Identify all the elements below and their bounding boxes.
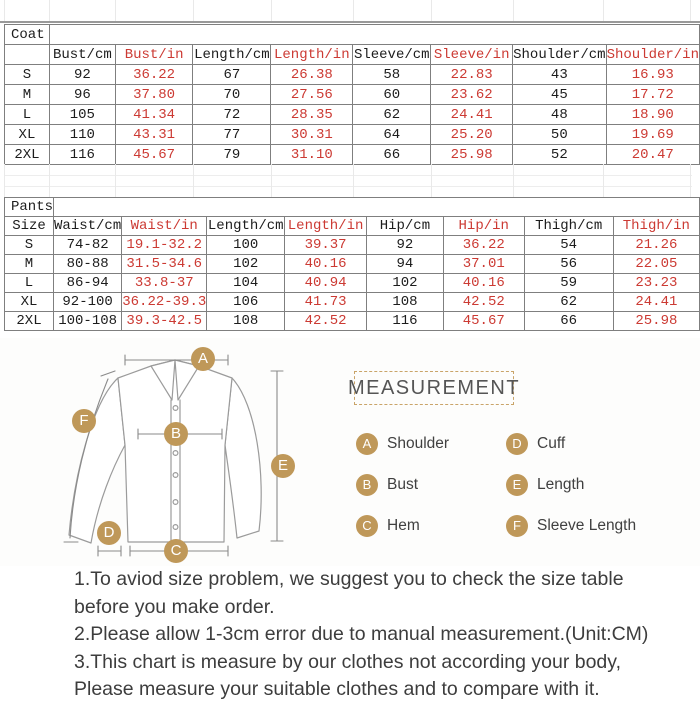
gridline (603, 164, 604, 197)
column-header: Sleeve/in (431, 45, 513, 65)
marker-f-sleeve: F (72, 409, 96, 433)
table-cell: 58 (353, 65, 431, 85)
gridline (4, 175, 692, 176)
column-header: Size (5, 217, 54, 236)
table-cell: 25.98 (613, 312, 699, 331)
table-cell: 24.41 (431, 105, 513, 125)
table-cell: L (5, 105, 50, 125)
column-header: Waist/in (122, 217, 207, 236)
table-cell: 23.62 (431, 85, 513, 105)
table-cell: 67 (193, 65, 271, 85)
table-cell: 59 (524, 274, 613, 293)
gridline (115, 0, 116, 21)
gridline (690, 0, 691, 21)
legend-item (506, 515, 636, 537)
column-header: Shoulder/in (606, 46, 699, 63)
table-cell: 80-88 (54, 255, 122, 274)
table-cell: 92 (49, 65, 115, 85)
table-cell: 50 (513, 125, 606, 145)
table-cell: 19.69 (606, 125, 699, 145)
table-cell: 2XL (5, 145, 50, 165)
column-header: Bust/in (115, 45, 193, 65)
table-cell: 39.37 (285, 236, 367, 255)
column-header: Bust/cm (49, 45, 115, 65)
table-cell: L (5, 274, 54, 293)
legend-label: Shoulder (387, 435, 450, 452)
table-row (5, 125, 700, 145)
column-header: Sleeve/cm (353, 46, 430, 63)
gridline (513, 0, 514, 21)
table-cell: 20.47 (606, 145, 699, 165)
table-cell: 45.67 (443, 312, 524, 331)
table-cell: 54 (524, 236, 613, 255)
table-cell: 74-82 (54, 236, 122, 255)
table-cell: S (5, 65, 50, 85)
table-cell: 77 (193, 125, 271, 145)
table-cell: 56 (524, 255, 613, 274)
table-row (5, 293, 700, 312)
table-cell: 27.56 (271, 85, 353, 105)
table-cell: 19.1-32.2 (122, 236, 207, 255)
gridline (271, 0, 272, 21)
gridline (193, 0, 194, 21)
table-row (5, 145, 700, 165)
table-cell: 108 (207, 312, 285, 331)
table-cell: 105 (49, 105, 115, 125)
marker-c-hem: C (164, 539, 188, 563)
table-cell: 31.5-34.6 (122, 255, 207, 274)
column-header: Hip/cm (366, 217, 443, 236)
gridline (271, 164, 272, 197)
table-cell: 37.01 (443, 255, 524, 274)
table-cell: 18.90 (606, 105, 699, 125)
gridline (353, 164, 354, 197)
legend-item (356, 433, 449, 455)
table-cell: 43.31 (115, 125, 193, 145)
table-cell: 33.8-37 (122, 274, 207, 293)
gridline (4, 186, 692, 187)
gridline (4, 0, 5, 21)
table-cell: 16.93 (606, 65, 699, 85)
table-cell: 45 (513, 85, 606, 105)
column-header: Hip/in (443, 217, 524, 236)
table-cell: 66 (353, 145, 431, 165)
table-cell: 36.22 (443, 236, 524, 255)
gridline (353, 0, 354, 21)
table-cell: 52 (513, 145, 606, 165)
table-row (5, 274, 700, 293)
legend-label: Length (537, 476, 585, 493)
legend-label: Sleeve Length (537, 517, 637, 534)
table-cell: 45.67 (115, 145, 193, 165)
table-cell: 25.98 (431, 145, 513, 165)
table-row (5, 85, 700, 105)
table-cell: 104 (207, 274, 285, 293)
table-cell: 17.72 (606, 85, 699, 105)
letter-badge: A (356, 433, 378, 455)
table-title: Coat (5, 25, 50, 45)
table-cell: 36.22 (115, 65, 193, 85)
table-cell: 24.41 (613, 293, 699, 312)
note-line: 2.Please allow 1-3cm error due to manual measurement.(Unit:CM) (74, 623, 649, 645)
table-cell: 116 (49, 145, 115, 165)
table-cell: 94 (366, 255, 443, 274)
gridline (513, 164, 514, 197)
marker-b-bust: B (164, 422, 188, 446)
marker-e-length: E (271, 454, 295, 478)
measurement-title: MEASUREMENT (347, 376, 521, 399)
table-cell: 26.38 (271, 65, 353, 85)
column-header (5, 45, 50, 65)
table-cell: 96 (49, 85, 115, 105)
table-cell: XL (5, 293, 54, 312)
column-header: Length/in (271, 45, 353, 65)
measurement-title-box (347, 371, 521, 405)
note-line: 3.This chart is measure by our clothes not according your body, (74, 650, 621, 673)
table-cell: 41.73 (285, 293, 367, 312)
table-cell: 116 (366, 312, 443, 331)
table-cell: 42.52 (443, 293, 524, 312)
top-border-line (0, 21, 700, 23)
note-line: before you make order. (74, 595, 275, 618)
letter-badge: C (356, 515, 378, 537)
table-cell: 108 (366, 293, 443, 312)
table-cell: 40.16 (285, 255, 367, 274)
pants-size-table (4, 197, 700, 331)
gridline (193, 164, 194, 197)
gridline (4, 164, 5, 197)
table-cell: 110 (49, 125, 115, 145)
table-cell: 72 (193, 105, 271, 125)
letter-badge: D (506, 433, 528, 455)
table-cell: M (5, 255, 54, 274)
table-cell: 40.94 (285, 274, 367, 293)
letter-badge: B (356, 474, 378, 496)
table-row (5, 312, 700, 331)
table-cell: 21.26 (613, 236, 699, 255)
table-cell: 31.10 (271, 145, 353, 165)
column-header: Length/in (285, 217, 367, 236)
column-header: Shoulder/cm (513, 46, 606, 63)
table-cell: 92 (366, 236, 443, 255)
table-cell: 102 (207, 255, 285, 274)
note-line: Please measure your suitable clothes and to compare with it. (74, 678, 600, 700)
table-cell: 64 (353, 125, 431, 145)
legend-item (356, 515, 449, 537)
table-cell: 39.3-42.5 (122, 312, 207, 331)
letter-badge: F (506, 515, 528, 537)
table-cell: 102 (366, 274, 443, 293)
legend-column-right (506, 433, 636, 537)
table-cell: XL (5, 125, 50, 145)
note-line: 1.To aviod size problem, we suggest you to check the size table (74, 568, 624, 590)
gridline (690, 164, 691, 197)
table-cell: 36.22-39.3 (122, 294, 207, 310)
table-cell: 66 (524, 312, 613, 331)
legend-label: Hem (387, 517, 420, 534)
table-cell: 100 (207, 236, 285, 255)
table-cell: 41.34 (115, 105, 193, 125)
table-cell: 37.80 (115, 85, 193, 105)
table-row (5, 105, 700, 125)
spreadsheet-gridlines-middle (0, 164, 700, 197)
column-header: Length/cm (194, 46, 270, 63)
table-cell: 92-100 (54, 293, 122, 312)
table-cell: 70 (193, 85, 271, 105)
table-cell: M (5, 85, 50, 105)
gridline (431, 0, 432, 21)
gridline (49, 164, 50, 197)
legend-label: Bust (387, 476, 419, 493)
table-cell: 40.16 (443, 274, 524, 293)
legend-item (356, 474, 449, 496)
table-cell: 22.05 (613, 255, 699, 274)
legend-label: Cuff (537, 435, 566, 452)
legend-item (506, 474, 636, 496)
table-title-spacer (49, 25, 699, 45)
notes-block (74, 566, 648, 704)
table-cell: 25.20 (431, 125, 513, 145)
marker-d-cuff: D (97, 521, 121, 545)
coat-size-table (4, 24, 700, 165)
legend-item (506, 433, 636, 455)
table-cell: 28.35 (271, 105, 353, 125)
column-header: Thigh/in (613, 217, 699, 236)
spreadsheet-gridlines-top (0, 0, 700, 21)
gridline (431, 164, 432, 197)
column-header: Waist/cm (54, 218, 122, 234)
gridline (115, 164, 116, 197)
gridline (603, 0, 604, 21)
table-cell: 42.52 (285, 312, 367, 331)
table-cell: 60 (353, 85, 431, 105)
table-row (5, 65, 700, 85)
table-cell: 62 (353, 105, 431, 125)
table-cell: 30.31 (271, 125, 353, 145)
shirt-outline-drawing (28, 342, 338, 567)
table-cell: 23.23 (613, 274, 699, 293)
table-row (5, 236, 700, 255)
table-cell: 2XL (5, 312, 54, 331)
table-cell: 43 (513, 65, 606, 85)
table-cell: S (5, 236, 54, 255)
measurement-diagram (0, 338, 700, 566)
table-title: Pants (5, 198, 54, 217)
column-header: Thigh/cm (524, 217, 613, 236)
table-row (5, 255, 700, 274)
table-title-spacer (54, 198, 700, 217)
table-cell: 86-94 (54, 274, 122, 293)
table-cell: 62 (524, 293, 613, 312)
table-cell: 79 (193, 145, 271, 165)
table-cell: 22.83 (431, 65, 513, 85)
column-header: Length/cm (207, 218, 284, 234)
marker-a-shoulder: A (191, 347, 215, 371)
legend-column-left (356, 433, 449, 537)
letter-badge: E (506, 474, 528, 496)
table-cell: 48 (513, 105, 606, 125)
gridline (49, 0, 50, 21)
table-cell: 100-108 (54, 312, 122, 331)
table-cell: 106 (207, 293, 285, 312)
